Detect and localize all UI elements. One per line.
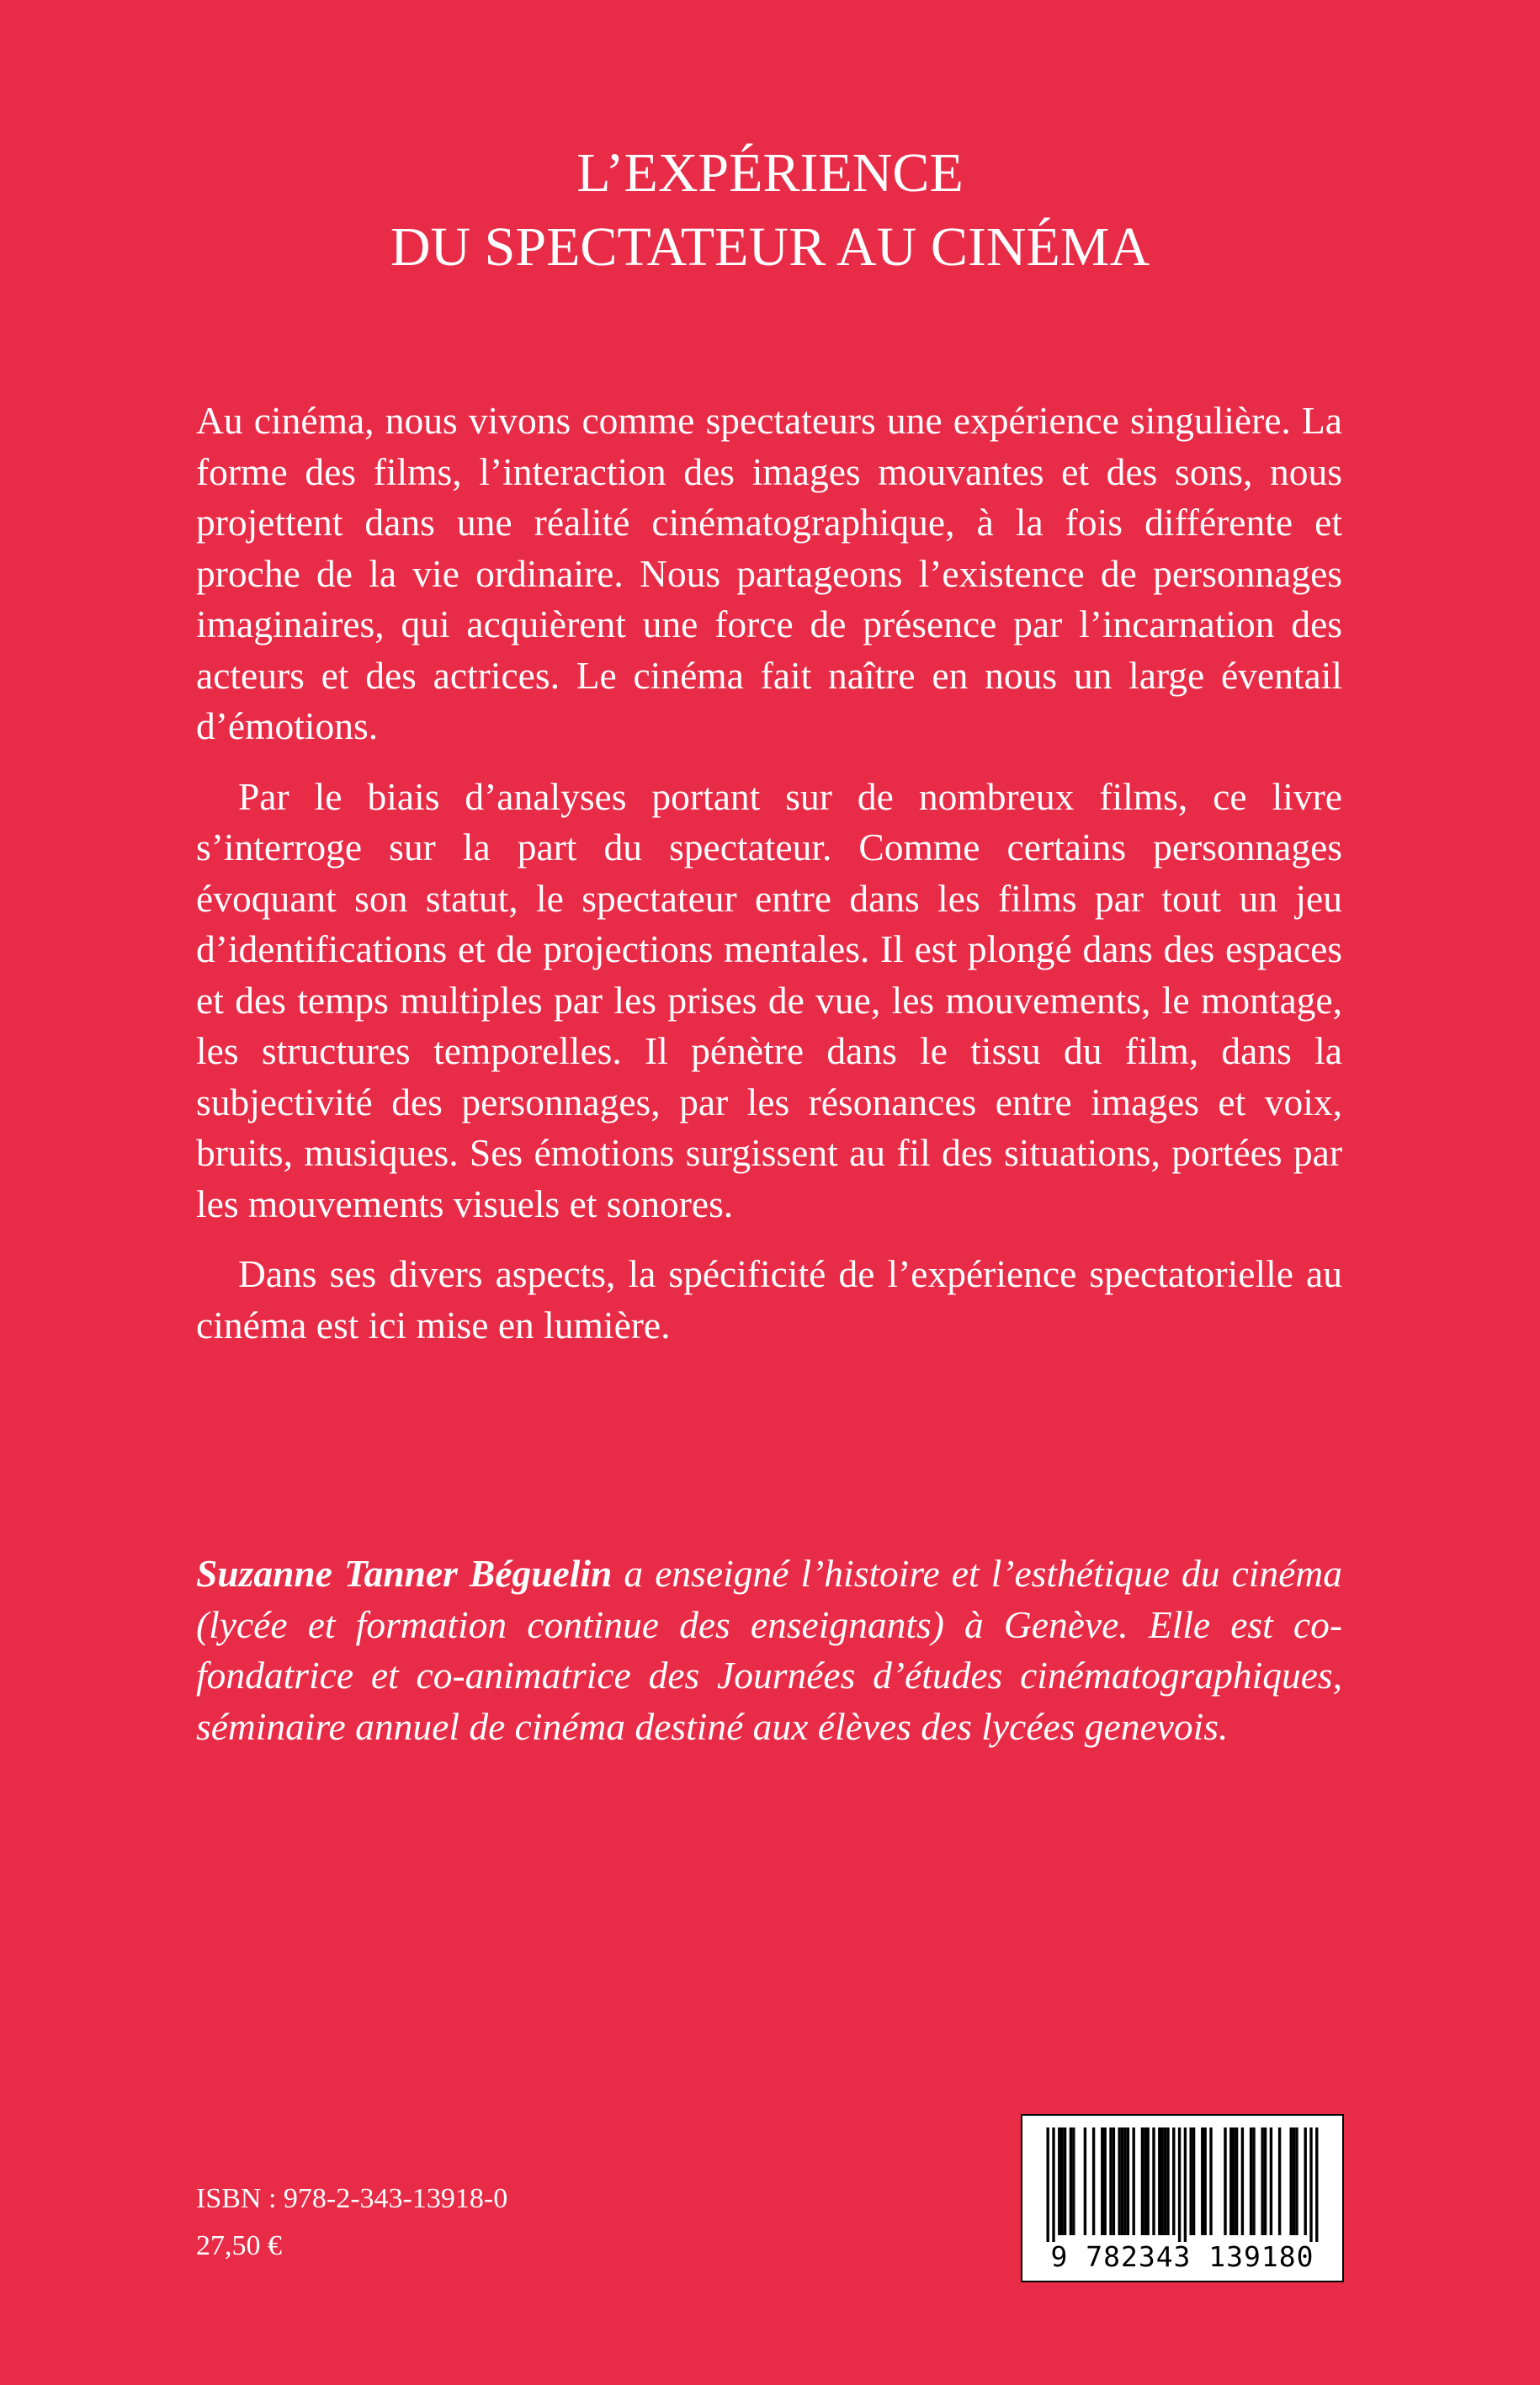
- title-line-1: L’EXPÉRIENCE: [576, 142, 964, 204]
- barcode-bar: [1141, 2127, 1144, 2235]
- barcode-bar: [1118, 2127, 1121, 2235]
- barcode-bar: [1072, 2127, 1075, 2235]
- barcode-bar: [1052, 2127, 1054, 2242]
- blurb: [196, 396, 1342, 1370]
- barcode-bar: [1164, 2127, 1166, 2235]
- barcode-bar: [1121, 2127, 1123, 2235]
- blurb-paragraph: Au cinéma, nous vivons comme spectateurs une expérience singulière. La forme des films, l’interaction des images mouvantes et des sons, nous projettent dans une réalité cinématographique, à la fois différente et proche de la vie ordinaire. Nous partageons l’existence de personnages imaginaires, qui acquièrent une force de présence par l’incarnation des acteurs et des actrices. Le cinéma fait naître en nous un large éventail d’émotions.: [196, 399, 1342, 747]
- barcode-bar: [1264, 2127, 1267, 2235]
- book-title: [0, 136, 1540, 284]
- barcode-bar: [1178, 2127, 1181, 2242]
- barcode-bar: [1270, 2127, 1272, 2235]
- barcode-bar: [1123, 2127, 1126, 2235]
- author-bio: [196, 1548, 1342, 1752]
- barcode-bar: [1047, 2127, 1049, 2242]
- barcode-bar: [1070, 2127, 1072, 2235]
- barcode-bar: [1084, 2127, 1086, 2235]
- barcode-bar: [1109, 2127, 1112, 2235]
- barcode-bar: [1235, 2127, 1238, 2235]
- barcode-bar: [1058, 2127, 1060, 2235]
- barcode-bar: [1152, 2127, 1155, 2235]
- price-label: 27,50 €: [196, 2230, 282, 2261]
- barcode-bar: [1293, 2127, 1295, 2235]
- blurb-paragraph: Dans ses divers aspects, la spécificité de l’expérience spectatorielle au cinéma est ici mise en lumière.: [196, 1252, 1342, 1347]
- barcode-bar: [1309, 2127, 1312, 2242]
- barcode-bar: [1201, 2127, 1203, 2235]
- barcode-bar: [1295, 2127, 1298, 2235]
- barcode-bar: [1104, 2127, 1107, 2235]
- barcode-bar: [1315, 2127, 1318, 2242]
- blurb-paragraph: Par le biais d’analyses portant sur de nombreux films, ce livre s’interroge sur la part du spectateur. Comme certains personnages évoquant son statut, le spectateur entre dans les films par tout un jeu d’identifications et de projections mentales. Il est plongé dans des espaces et des temps multiples par les prises de vue, les mouvements, le montage, les structures temporelles. Il pénètre dans le tissu du film, dans la subjectivité des personnages, par les résonances entre images et voix, bruits, musiques. Ses émotions surgissent au fil des situations, portées par les mouvements visuels et sonores.: [196, 774, 1342, 1225]
- barcode-bar: [1158, 2127, 1160, 2235]
- barcode-bar: [1061, 2127, 1064, 2235]
- isbn-label: ISBN : 978-2-343-13918-0: [196, 2183, 508, 2214]
- barcode-bar: [1229, 2127, 1232, 2235]
- barcode-bar: [1250, 2127, 1252, 2235]
- barcode-bar: [1233, 2127, 1235, 2235]
- barcode-bar: [1209, 2127, 1212, 2235]
- author-name: Suzanne Tanner Béguelin: [196, 1552, 613, 1595]
- barcode: [1021, 2114, 1344, 2282]
- barcode-bar: [1147, 2127, 1150, 2235]
- barcode-bar: [1304, 2127, 1307, 2235]
- barcode-bar: [1261, 2127, 1264, 2235]
- barcode-bar: [1192, 2127, 1195, 2235]
- barcode-bar: [1144, 2127, 1146, 2235]
- barcode-bars: [1022, 2116, 1342, 2242]
- barcode-digits: 9 782343 139180: [1050, 2240, 1314, 2273]
- barcode-bar: [1113, 2127, 1115, 2235]
- barcode-bar: [1064, 2127, 1066, 2235]
- barcode-bar: [1190, 2127, 1192, 2235]
- barcode-bar: [1127, 2127, 1129, 2235]
- barcode-bar: [1161, 2127, 1164, 2235]
- barcode-bar: [1278, 2127, 1281, 2235]
- barcode-bar: [1172, 2127, 1175, 2235]
- barcode-bar: [1092, 2127, 1095, 2235]
- barcode-bar: [1224, 2127, 1226, 2235]
- barcode-bar: [1204, 2127, 1207, 2235]
- barcode-bar: [1252, 2127, 1255, 2235]
- barcode-bar: [1241, 2127, 1244, 2235]
- barcode-bar: [1290, 2127, 1293, 2235]
- barcode-bar: [1101, 2127, 1103, 2235]
- barcode-bar: [1133, 2127, 1135, 2235]
- author-bio-text: a enseigné l’histoire et l’esthétique du cinéma (lycée et formation continue des enseignants) à Genève. Elle est co-fondatrice et co-animatrice des Journées d’études cinématographiques, séminaire annuel de cinéma destiné aux élèves des lycées genevois.: [196, 1552, 1342, 1748]
- title-line-2: DU SPECTATEUR AU CINÉMA: [390, 216, 1150, 278]
- barcode-bar: [1166, 2127, 1169, 2235]
- barcode-bar: [1184, 2127, 1187, 2242]
